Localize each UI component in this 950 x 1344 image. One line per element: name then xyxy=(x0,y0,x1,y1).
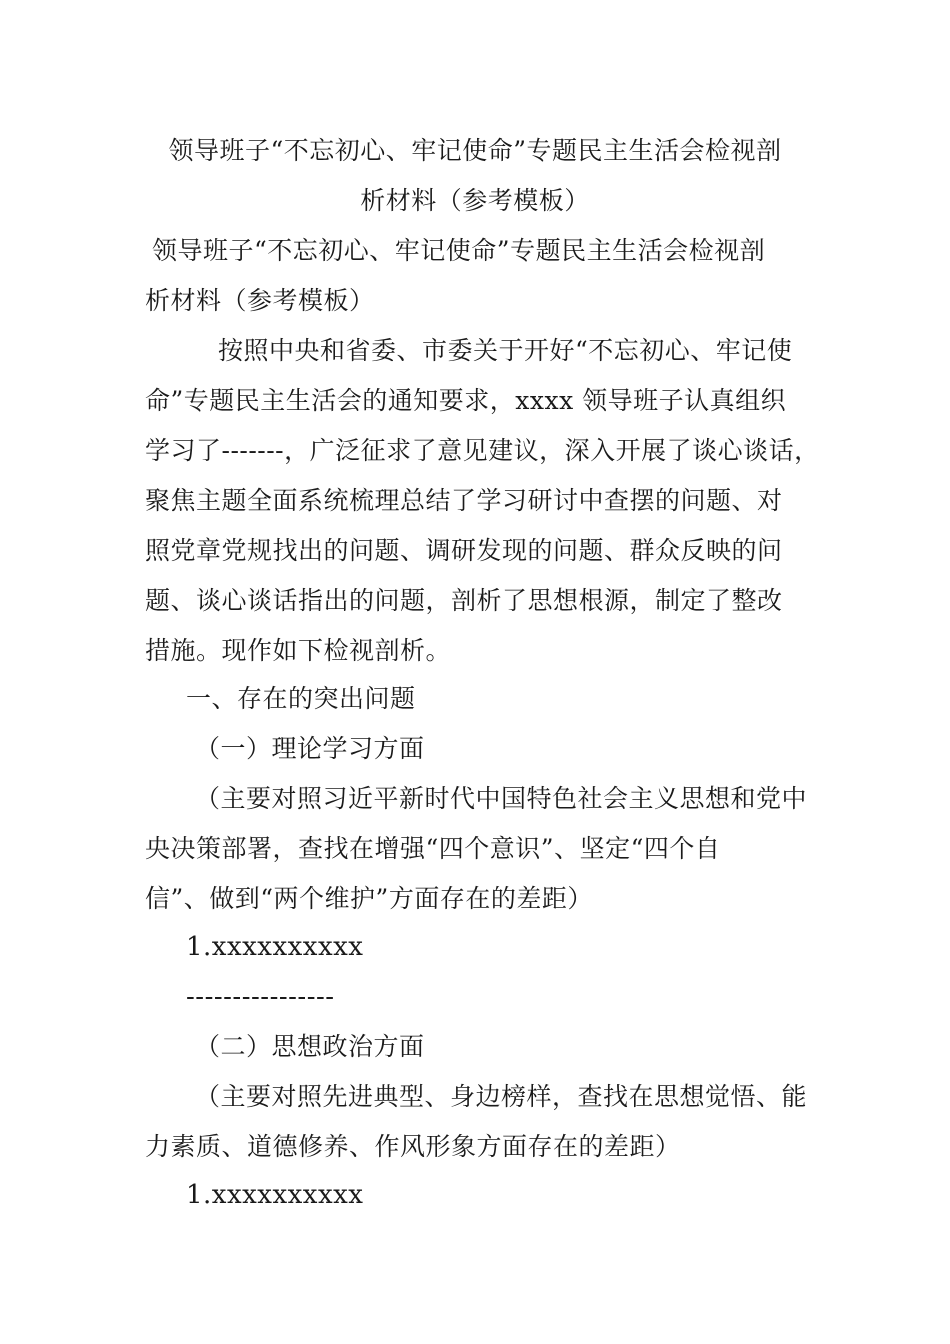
document-title-line-1: 领导班子“不忘初心、牢记使命”专题民主生活会检视剖 xyxy=(168,136,782,165)
subsection-description-line: 力素质、道德修养、作风形象方面存在的差距） xyxy=(145,1132,681,1161)
subsection-description-line: 信”、做到“两个维护”方面存在的差距） xyxy=(145,884,593,913)
subtitle-line-1: 领导班子“不忘初心、牢记使命”专题民主生活会检视剖 xyxy=(152,236,766,265)
placeholder-dashes: ---------------- xyxy=(186,982,335,1012)
subsection-heading: （一）理论学习方面 xyxy=(195,734,425,763)
section-heading: 一、存在的突出问题 xyxy=(186,684,416,713)
intro-paragraph-line: 措施。现作如下检视剖析。 xyxy=(145,636,452,665)
list-item: 1.xxxxxxxxxx xyxy=(186,1180,364,1210)
subtitle-line-2: 析材料（参考模板） xyxy=(145,286,375,315)
intro-paragraph-line: 按照中央和省委、市委关于开好“不忘初心、牢记使 xyxy=(218,336,793,365)
subsection-heading: （二）思想政治方面 xyxy=(195,1032,425,1061)
subsection-description-line: （主要对照先进典型、身边榜样，查找在思想觉悟、能 xyxy=(195,1082,808,1111)
subsection-description-line: （主要对照习近平新时代中国特色社会主义思想和党中 xyxy=(195,784,808,813)
intro-paragraph-line: 聚焦主题全面系统梳理总结了学习研讨中查摆的问题、对 xyxy=(145,486,783,515)
subsection-description-line: 央决策部署，查找在增强“四个意识”、坚定“四个自 xyxy=(145,834,721,863)
intro-paragraph-line: 题、谈心谈话指出的问题，剖析了思想根源，制定了整改 xyxy=(145,586,783,615)
document-title-line-2: 析材料（参考模板） xyxy=(360,186,590,215)
intro-paragraph-line: 照党章党规找出的问题、调研发现的问题、群众反映的问 xyxy=(145,536,783,565)
list-item: 1.xxxxxxxxxx xyxy=(186,932,364,962)
intro-paragraph-line: 命”专题民主生活会的通知要求，xxxx 领导班子认真组织 xyxy=(145,386,787,415)
intro-paragraph-line: 学习了-------，广泛征求了意见建议，深入开展了谈心谈话， xyxy=(145,436,820,465)
